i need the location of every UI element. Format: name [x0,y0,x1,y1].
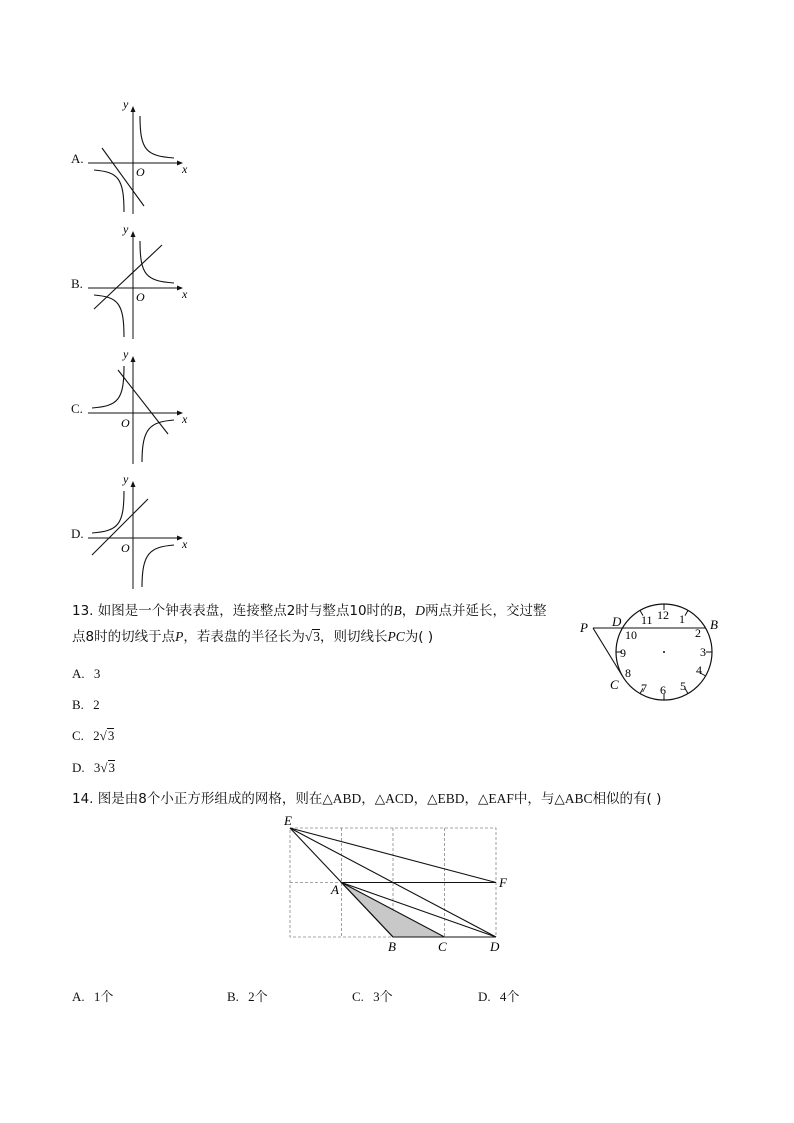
point-e-label: E [284,813,292,828]
axis-x-label: x [182,537,188,551]
triangle-abd: △ABD [322,791,362,806]
q13-comma: ， [401,603,416,619]
clock-number-8: 8 [625,666,631,680]
clock-number-3: 3 [700,645,706,659]
q13-choice-b[interactable] [72,697,100,713]
question-14-text [72,789,732,809]
choice-value: 1个 [93,989,114,1004]
origin-label: O [121,541,130,555]
clock-number-6: 6 [660,683,666,697]
q14-text-part: 14. 图是由8个小正方形组成的网格，则在 [72,791,323,807]
q14-choice-d[interactable] [478,986,519,1005]
clock-number-12: 12 [657,608,669,622]
point-b-ref: B [393,603,402,618]
choice-label: D. [72,760,85,775]
option-b-label[interactable]: B. [71,276,83,291]
choice-value: 4个 [499,989,520,1004]
q14-sep: ， [361,791,375,807]
q14-text-part: 中，与 [513,791,555,807]
point-c-label: C [438,939,447,954]
option-c-label[interactable]: C. [71,401,83,416]
q13-text-part: 点8时的切线于点 [72,629,176,645]
choice-label: D. [478,989,491,1004]
q14-choice-c[interactable] [352,986,393,1005]
origin-label: O [136,290,145,304]
point-d-label: D [490,939,500,954]
q13-text-part: ，若表盘的半径长为 [183,629,305,645]
point-b-label: B [388,939,396,954]
q13-text-part: 两点并延长，交过整 [425,603,547,619]
choice-label: B. [227,989,239,1004]
point-a-label: A [331,882,339,897]
choice-value: 2个 [248,989,268,1004]
triangle-acd: △ACD [374,791,414,806]
q13-text-part: 为( ) [404,629,434,645]
choice-value: 3个 [373,989,393,1004]
radius-value: 3 [313,629,321,644]
point-c-label: C [610,677,619,692]
option-c-graph [86,348,198,466]
q13-choice-a[interactable] [72,666,100,682]
segment-pc-ref: PC [387,629,405,644]
clock-figure [576,600,726,706]
axis-y-label: y [123,348,129,361]
axis-y-label: y [123,223,129,236]
point-f-label: F [499,875,507,890]
point-p-ref: P [175,629,184,644]
axis-x-label: x [182,412,188,426]
clock-number-2: 2 [695,626,701,640]
triangle-abc: △ABC [554,791,593,806]
q14-text-part: 相似的有( ) [592,791,662,807]
q13-choice-d[interactable]: D. 3√3 [72,760,116,775]
point-b-label: B [710,617,718,632]
q14-choice-b[interactable] [227,986,268,1005]
clock-number-5: 5 [680,679,686,693]
choice-label: A. [72,666,85,681]
question-13-line1 [72,601,562,621]
choice-label: C. [352,989,364,1004]
choice-radicand: 3 [108,760,116,775]
q14-sep: ， [413,791,428,807]
option-d-graph [86,473,198,591]
point-p-label: P [580,620,588,635]
choice-label: B. [72,697,84,712]
clock-number-7: 7 [641,681,647,695]
q13-text-part: ，则切线长 [320,629,388,645]
option-a-graph [86,98,198,216]
choice-label: C. [72,728,84,743]
clock-number-4: 4 [696,663,702,677]
q13-choice-c[interactable]: C. 2√3 [72,728,115,743]
q14-choice-a[interactable] [72,986,113,1005]
clock-number-9: 9 [620,646,626,660]
clock-number-11: 11 [641,613,653,627]
grid-figure [280,810,520,960]
triangle-eaf: △EAF [478,791,514,806]
choice-label: A. [72,989,85,1004]
q13-text-part: 13. 如图是一个钟表表盘，连接整点2时与整点10时的 [72,603,394,619]
choice-coef: 2 [93,728,100,743]
origin-label: O [136,165,145,179]
question-13-text [72,601,562,647]
point-d-label: D [612,614,622,629]
choice-value: 2 [93,697,100,712]
choice-radicand: 3 [107,728,115,743]
point-d-ref: D [415,603,426,618]
axis-y-label: y [123,473,129,486]
choice-value: 3 [93,666,101,681]
choice-coef: 3 [93,760,101,775]
option-d-label[interactable]: D. [71,526,84,541]
axis-y-label: y [123,98,129,111]
question-13-line2: 点8时的切线于点P，若表盘的半径长为√3，则切线长PC为( ) [72,629,434,645]
q14-sep: ， [464,791,479,807]
origin-label: O [121,416,130,430]
option-b-graph [86,223,198,341]
clock-number-1: 1 [679,612,685,626]
option-a-label[interactable]: A. [71,151,84,166]
clock-number-10: 10 [625,628,637,642]
axis-x-label: x [182,287,188,301]
axis-x-label: x [182,162,188,176]
triangle-ebd: △EBD [427,791,465,806]
